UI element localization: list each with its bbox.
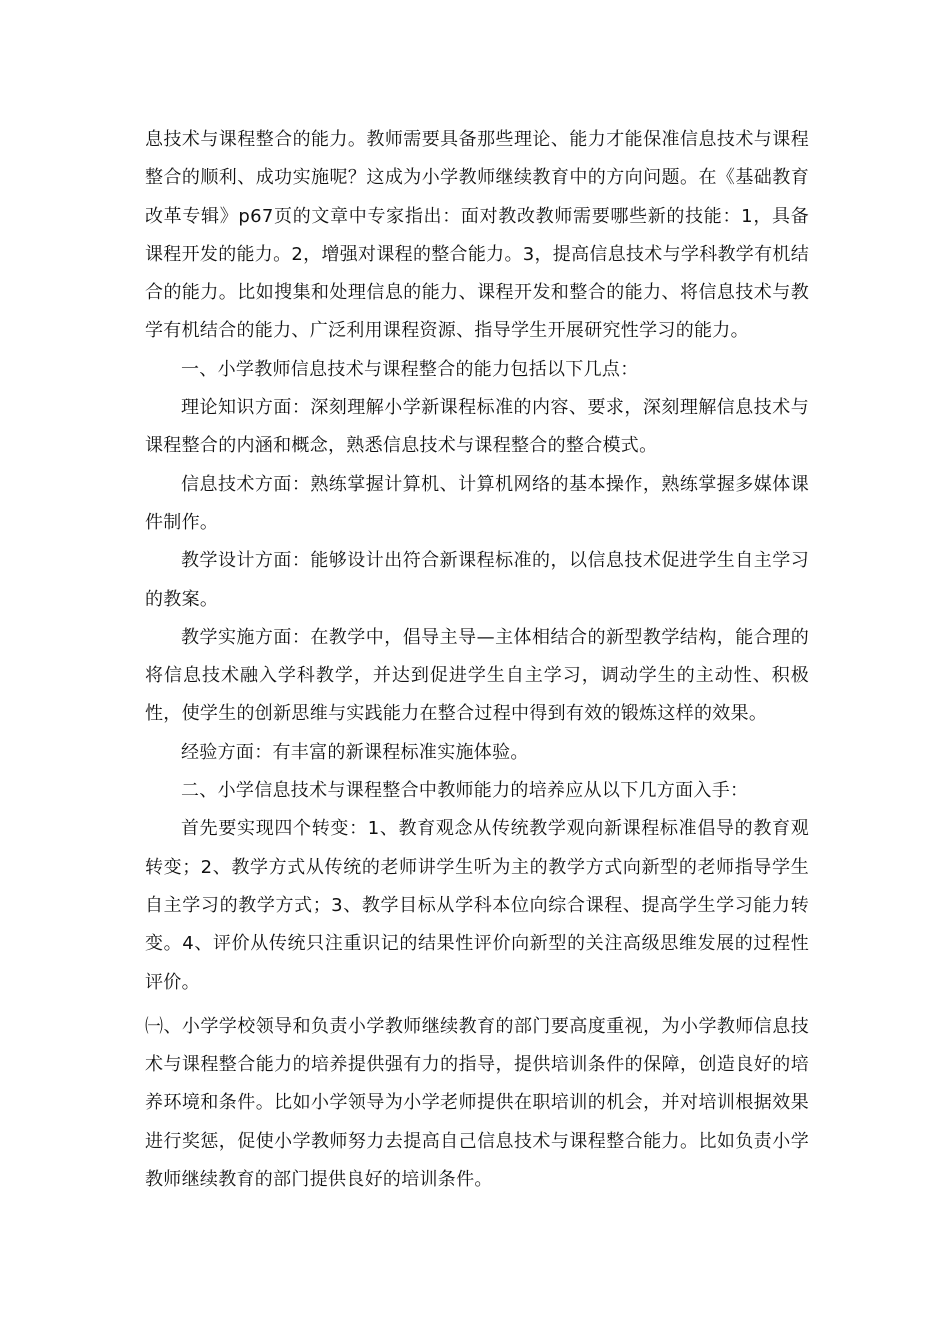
paragraph-four-changes: 首先要实现四个转变：1、教育观念从传统教学观向新课程标准倡导的教育观转变；2、教学方式从传统的老师讲学生听为主的教学方式向新型的老师指导学生自主学习的教学方式；3、教学目标从学科本位向综合课程、提高学生学习能力转变。4、评价从传统只注重识记的结果性评价向新型的关注高级思维发展的过程性评价。 (145, 818, 809, 993)
paragraph-design: 教学设计方面：能够设计出符合新课程标准的，以信息技术促进学生自主学习的教案。 (145, 550, 809, 610)
section-heading-1: 一、小学教师信息技术与课程整合的能力包括以下几点： (181, 358, 639, 380)
paragraph-it-skills: 信息技术方面：熟练掌握计算机、计算机网络的基本操作，熟练掌握多媒体课件制作。 (145, 473, 809, 533)
paragraph-leadership: ㈠、小学学校领导和负责小学教师继续教育的部门要高度重视，为小学教师信息技术与课程整合能力的培养提供强有力的指导，提供培训条件的保障，创造良好的培养环境和条件。比如小学领导为小学老师提供在职培训的机会，并对培训根据效果进行奖惩，促使小学教师努力去提高自己信息技术与课程整合能力。比如负责小学教师继续教育的部门提供良好的培训条件。 (145, 1015, 809, 1191)
document-body (145, 121, 809, 1199)
section-heading-2: 二、小学信息技术与课程整合中教师能力的培养应从以下几方面入手： (181, 780, 749, 802)
paragraph-continuation: 息技术与课程整合的能力。教师需要具备那些理论、能力才能保准信息技术与课程整合的顺利、成功实施呢？这成为小学教师继续教育中的方向问题。在《基础教育改革专辑》p67页的文章中专家指出：面对教改教师需要哪些新的技能：1，具备课程开发的能力。2，增强对课程的整合能力。3，提高信息技术与学科教学有机结合的能力。比如搜集和处理信息的能力、课程开发和整合的能力、将信息技术与教学有机结合的能力、广泛利用课程资源、指导学生开展研究性学习的能力。 (145, 129, 810, 342)
paragraph-experience: 经验方面：有丰富的新课程标准实施体验。 (181, 741, 529, 763)
paragraph-implementation: 教学实施方面：在教学中，倡导主导—主体相结合的新型教学结构，能合理的将信息技术融入学科教学，并达到促进学生自主学习，调动学生的主动性、积极性，使学生的创新思维与实践能力在整合过程中得到有效的锻炼这样的效果。 (145, 626, 809, 725)
paragraph-theory: 理论知识方面：深刻理解小学新课程标准的内容、要求，深刻理解信息技术与课程整合的内涵和概念，熟悉信息技术与课程整合的整合模式。 (145, 397, 809, 457)
